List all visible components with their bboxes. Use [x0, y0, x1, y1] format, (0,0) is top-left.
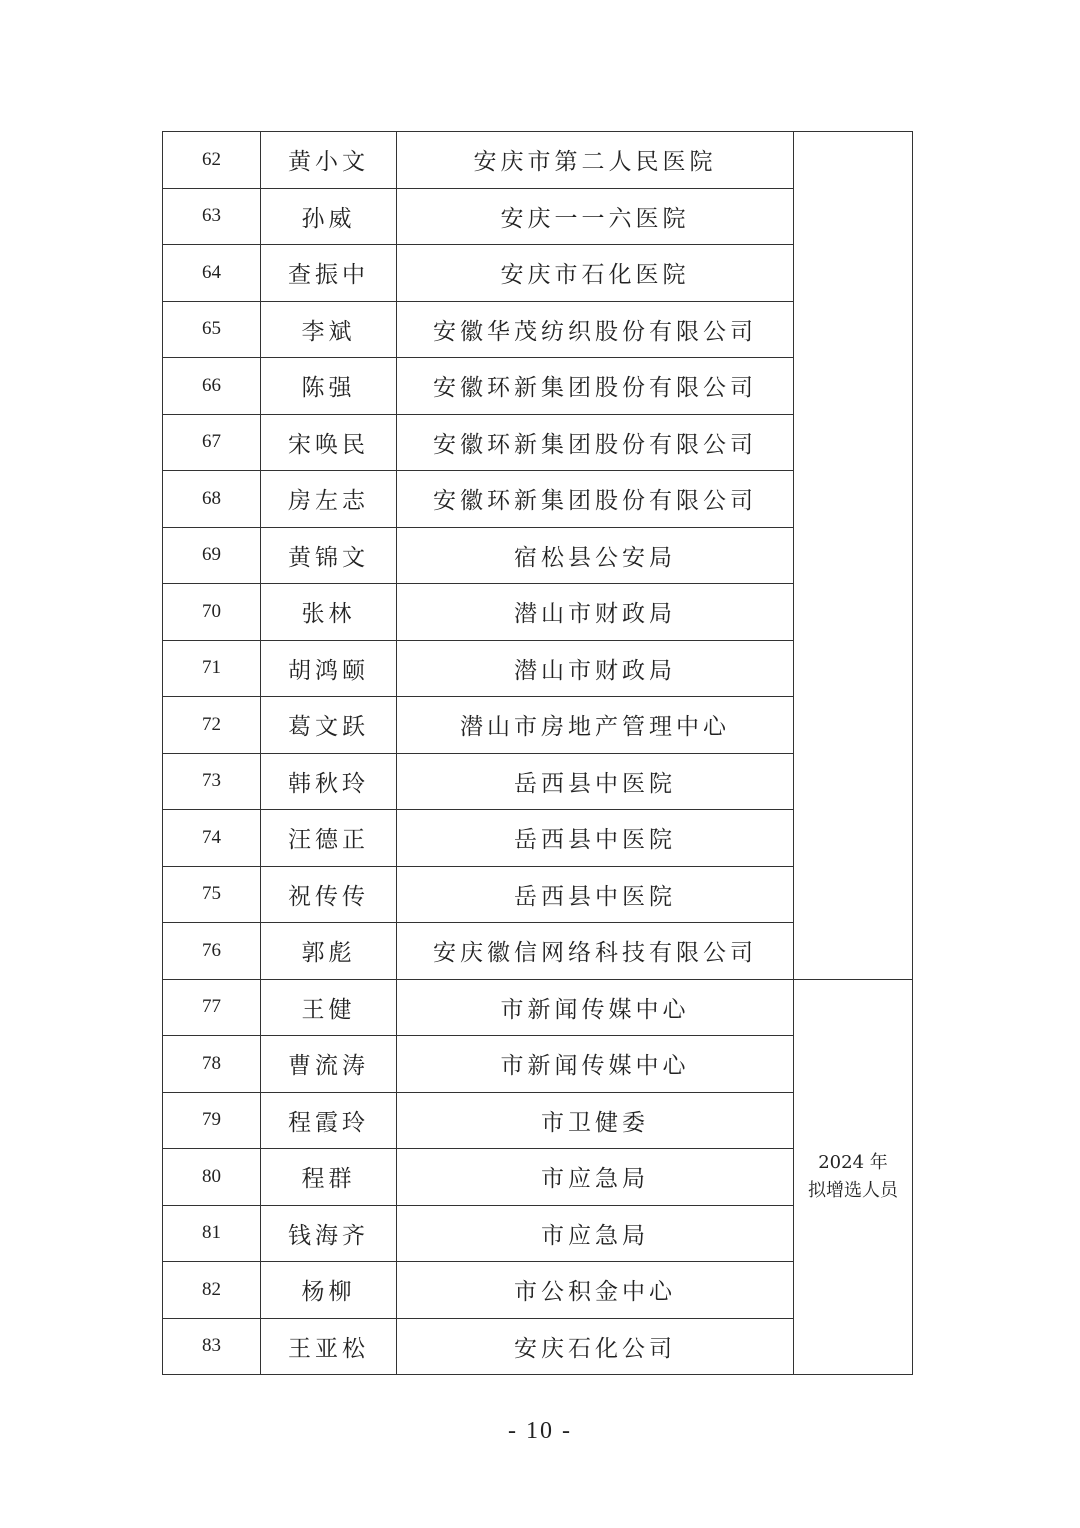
- person-name-cell: 黄锦文: [261, 527, 397, 584]
- work-unit-cell: 安徽环新集团股份有限公司: [397, 358, 794, 415]
- row-number-cell: 75: [163, 866, 261, 923]
- person-name-cell: 韩秋玲: [261, 753, 397, 810]
- work-unit-cell: 安庆石化公司: [397, 1318, 794, 1375]
- work-unit-cell: 安庆市第二人民医院: [397, 132, 794, 189]
- work-unit-cell: 潜山市财政局: [397, 584, 794, 641]
- person-name-cell: 祝传传: [261, 866, 397, 923]
- row-number-cell: 78: [163, 1036, 261, 1093]
- person-name-cell: 钱海齐: [261, 1205, 397, 1262]
- work-unit-cell: 潜山市房地产管理中心: [397, 697, 794, 754]
- person-name-cell: 李斌: [261, 301, 397, 358]
- row-number-cell: 70: [163, 584, 261, 641]
- person-name-cell: 程群: [261, 1149, 397, 1206]
- row-number-cell: 80: [163, 1149, 261, 1206]
- person-name-cell: 汪德正: [261, 810, 397, 867]
- row-number-cell: 81: [163, 1205, 261, 1262]
- work-unit-cell: 潜山市财政局: [397, 640, 794, 697]
- person-name-cell: 张林: [261, 584, 397, 641]
- row-number-cell: 67: [163, 414, 261, 471]
- person-name-cell: 郭彪: [261, 923, 397, 980]
- person-name-cell: 查振中: [261, 245, 397, 302]
- row-number-cell: 64: [163, 245, 261, 302]
- row-number-cell: 74: [163, 810, 261, 867]
- person-name-cell: 房左志: [261, 471, 397, 528]
- roster-table: [162, 131, 913, 1375]
- work-unit-cell: 安徽环新集团股份有限公司: [397, 471, 794, 528]
- work-unit-cell: 安徽华茂纺织股份有限公司: [397, 301, 794, 358]
- row-number-cell: 72: [163, 697, 261, 754]
- work-unit-cell: 岳西县中医院: [397, 866, 794, 923]
- work-unit-cell: 市应急局: [397, 1149, 794, 1206]
- work-unit-cell: 市新闻传媒中心: [397, 1036, 794, 1093]
- work-unit-cell: 安徽环新集团股份有限公司: [397, 414, 794, 471]
- remark-year: 2024 年: [818, 1151, 888, 1173]
- remark-cell-group-1: [794, 132, 913, 980]
- person-name-cell: 王健: [261, 979, 397, 1036]
- person-name-cell: 葛文跃: [261, 697, 397, 754]
- row-number-cell: 73: [163, 753, 261, 810]
- work-unit-cell: 市应急局: [397, 1205, 794, 1262]
- row-number-cell: 79: [163, 1092, 261, 1149]
- row-number-cell: 63: [163, 188, 261, 245]
- row-number-cell: 76: [163, 923, 261, 980]
- person-name-cell: 曹流涛: [261, 1036, 397, 1093]
- remark-description: 拟增选人员: [808, 1179, 898, 1201]
- row-number-cell: 68: [163, 471, 261, 528]
- work-unit-cell: 安庆一一六医院: [397, 188, 794, 245]
- person-name-cell: 宋唤民: [261, 414, 397, 471]
- person-name-cell: 黄小文: [261, 132, 397, 189]
- work-unit-cell: 岳西县中医院: [397, 753, 794, 810]
- person-name-cell: 陈强: [261, 358, 397, 415]
- person-name-cell: 杨柳: [261, 1262, 397, 1319]
- row-number-cell: 69: [163, 527, 261, 584]
- person-name-cell: 王亚松: [261, 1318, 397, 1375]
- row-number-cell: 65: [163, 301, 261, 358]
- row-number-cell: 71: [163, 640, 261, 697]
- work-unit-cell: 市卫健委: [397, 1092, 794, 1149]
- roster-table-body: [163, 132, 913, 1375]
- work-unit-cell: 市新闻传媒中心: [397, 979, 794, 1036]
- row-number-cell: 83: [163, 1318, 261, 1375]
- person-name-cell: 胡鸿颐: [261, 640, 397, 697]
- person-name-cell: 孙威: [261, 188, 397, 245]
- row-number-cell: 66: [163, 358, 261, 415]
- work-unit-cell: 安庆徽信网络科技有限公司: [397, 923, 794, 980]
- work-unit-cell: 岳西县中医院: [397, 810, 794, 867]
- row-number-cell: 77: [163, 979, 261, 1036]
- work-unit-cell: 安庆市石化医院: [397, 245, 794, 302]
- remark-cell-group-2: [794, 979, 913, 1375]
- table-row: [163, 979, 913, 1036]
- row-number-cell: 82: [163, 1262, 261, 1319]
- page-number: - 10 -: [508, 1418, 572, 1444]
- work-unit-cell: 市公积金中心: [397, 1262, 794, 1319]
- work-unit-cell: 宿松县公安局: [397, 527, 794, 584]
- table-row: [163, 132, 913, 189]
- person-name-cell: 程霞玲: [261, 1092, 397, 1149]
- row-number-cell: 62: [163, 132, 261, 189]
